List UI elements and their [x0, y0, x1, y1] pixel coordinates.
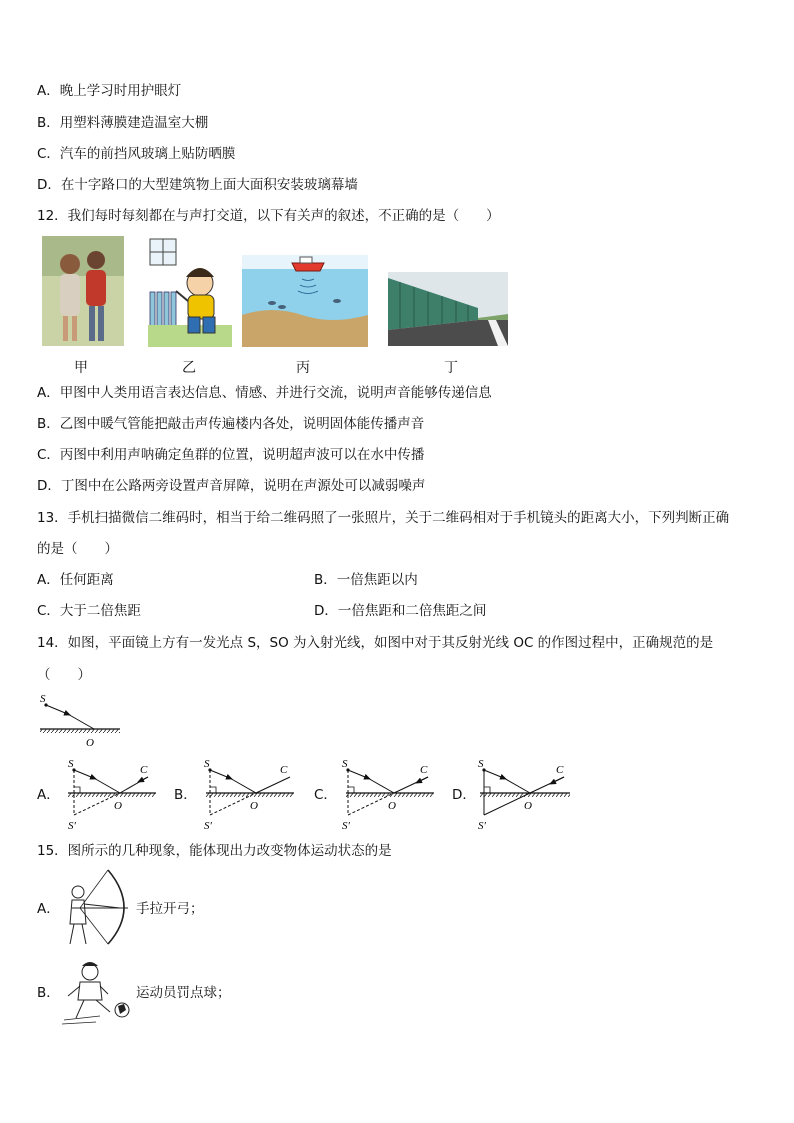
svg-text:S′: S′: [342, 820, 350, 832]
q12-stem: 12．我们每时每刻都在与声打交道，以下有关声的叙述，不正确的是（ ）: [37, 208, 500, 224]
q15-option-a-text: 手拉开弓；: [136, 901, 204, 917]
q13-stem-line2: 的是（ ）: [37, 541, 118, 557]
svg-text:C: C: [140, 764, 148, 776]
svg-text:C: C: [556, 764, 564, 776]
q12-caption-yi: 乙: [182, 360, 196, 376]
q14-option-b-diagram: [198, 757, 298, 831]
q15-option-a-letter: A．: [37, 901, 60, 917]
q12-caption-jia: 甲: [74, 360, 88, 376]
q14-option-b-letter: B．: [174, 787, 197, 803]
svg-text:O: O: [388, 800, 396, 812]
q13-option-a: A．任何距离: [37, 572, 114, 588]
q14-base-label-o: O: [86, 737, 94, 749]
q14-option-a-diagram: [60, 757, 160, 831]
q12-caption-bing: 丙: [296, 360, 310, 376]
svg-text:S: S: [342, 758, 348, 770]
q14-option-c-letter: C．: [314, 787, 337, 803]
q11-option-b: B．用塑料薄膜建造温室大棚: [37, 115, 209, 131]
q14-option-c-diagram: [338, 757, 438, 831]
q11-option-a: A．晚上学习时用护眼灯: [37, 83, 182, 99]
q12-option-a: A．甲图中人类用语言表达信息、情感、并进行交流，说明声音能够传递信息: [37, 385, 492, 401]
svg-text:C: C: [280, 764, 288, 776]
q12-option-b: B．乙图中暖气管能把敲击声传遍楼内各处，说明固体能传播声音: [37, 416, 425, 432]
svg-text:S′: S′: [204, 820, 212, 832]
q14-option-d-letter: D．: [452, 787, 476, 803]
q14-base-diagram: [36, 692, 126, 752]
svg-text:S: S: [68, 758, 74, 770]
q15-option-b-letter: B．: [37, 985, 60, 1001]
q13-option-c: C．大于二倍焦距: [37, 603, 141, 619]
q14-stem-line1: 14．如图，平面镜上方有一发光点 S，SO 为入射光线，如图中对于其反射光线 OC 的作图过程中，正确规范的是: [37, 635, 714, 651]
svg-text:S′: S′: [68, 820, 76, 832]
q12-caption-ding: 丁: [444, 360, 458, 376]
q11-option-c: C．汽车的前挡风玻璃上贴防晒膜: [37, 146, 236, 162]
svg-text:S: S: [204, 758, 210, 770]
q15-option-a-archer: [62, 868, 130, 946]
q14-base-label-s: S: [40, 693, 46, 705]
q13-option-b: B．一倍焦距以内: [314, 572, 418, 588]
svg-text:S′: S′: [478, 820, 486, 832]
q11-option-d: D．在十字路口的大型建筑物上面大面积安装玻璃幕墙: [37, 177, 358, 193]
svg-text:O: O: [114, 800, 122, 812]
q12-option-c: C．丙图中利用声呐确定鱼群的位置，说明超声波可以在水中传播: [37, 447, 425, 463]
q14-option-d-diagram: [476, 757, 576, 831]
q12-photo-bing: [242, 255, 368, 347]
q12-photo-jia: [42, 236, 124, 346]
q13-stem-line1: 13．手机扫描微信二维码时，相当于给二维码照了一张照片，关于二维码相对于手机镜头的距离大小，下列判断正确: [37, 510, 730, 526]
q15-stem: 15．图所示的几种现象，能体现出力改变物体运动状态的是: [37, 843, 392, 859]
q12-photo-ding: [388, 272, 508, 346]
q15-option-b-text: 运动员罚点球；: [136, 985, 231, 1001]
q14-stem-line2: （ ）: [37, 667, 91, 683]
q15-option-b-player: [60, 958, 136, 1028]
svg-text:C: C: [420, 764, 428, 776]
q12-option-d: D．丁图中在公路两旁设置声音屏障，说明在声源处可以减弱噪声: [37, 478, 426, 494]
svg-text:O: O: [250, 800, 258, 812]
q12-photo-yi: [148, 237, 232, 347]
q13-option-d: D．一倍焦距和二倍焦距之间: [314, 603, 487, 619]
q14-option-a-letter: A．: [37, 787, 60, 803]
svg-text:S: S: [478, 758, 484, 770]
svg-text:O: O: [524, 800, 532, 812]
